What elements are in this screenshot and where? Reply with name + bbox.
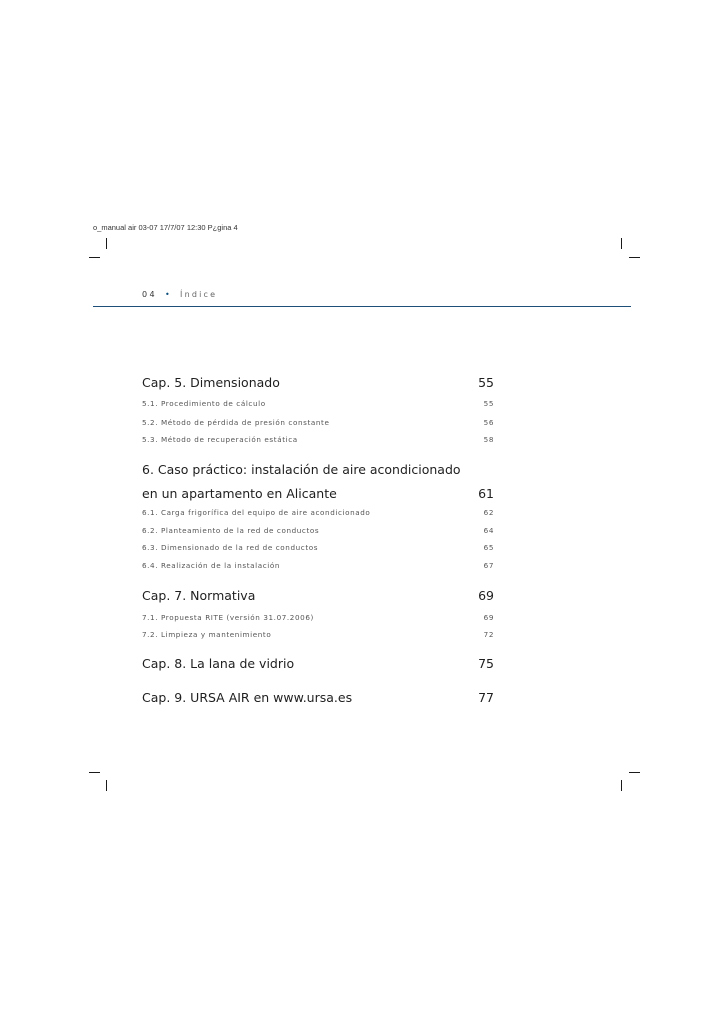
toc-entry-page: 62 <box>483 508 494 517</box>
page-number: 04 <box>142 290 157 299</box>
crop-mark-bottom-left-vertical <box>106 780 107 791</box>
toc-entry-title: 6.2. Planteamiento de la red de conductos <box>142 526 320 535</box>
toc-entry-title: en un apartamento en Alicante <box>142 486 337 501</box>
crop-mark-top-right-horizontal <box>629 257 640 258</box>
toc-entry-page: 77 <box>478 690 494 705</box>
toc-item-6-4 <box>142 561 494 570</box>
toc-entry-title: 7.2. Limpieza y mantenimiento <box>142 630 272 639</box>
table-of-contents <box>142 0 494 1029</box>
print-slug: o_manual air 03-07 17/7/07 12:30 P¿gina 4 <box>93 223 238 232</box>
toc-chapter-6 <box>142 462 494 477</box>
toc-entry-title: 5.2. Método de pérdida de presión constante <box>142 418 330 427</box>
section-label: Índice <box>180 290 218 299</box>
toc-entry-page: 65 <box>483 543 494 552</box>
toc-entry-page: 64 <box>483 526 494 535</box>
toc-item-6-1 <box>142 508 494 517</box>
crop-mark-top-left-vertical <box>106 238 107 249</box>
header-separator: • <box>164 290 173 299</box>
toc-entry-title: 5.1. Procedimiento de cálculo <box>142 399 266 408</box>
toc-chapter-6-continued <box>142 486 494 501</box>
toc-item-6-2 <box>142 526 494 535</box>
toc-entry-page: 55 <box>478 375 494 390</box>
toc-chapter-8 <box>142 656 494 671</box>
toc-entry-page: 72 <box>483 630 494 639</box>
toc-entry-title: 6.1. Carga frigorífica del equipo de aire acondicionado <box>142 508 371 517</box>
toc-entry-title: 6.4. Realización de la instalación <box>142 561 281 570</box>
toc-chapter-9 <box>142 690 494 705</box>
toc-entry-title: 5.3. Método de recuperación estática <box>142 435 298 444</box>
toc-item-5-2 <box>142 418 494 427</box>
crop-mark-bottom-right-vertical <box>621 780 622 791</box>
toc-chapter-7 <box>142 588 494 603</box>
toc-entry-title: 7.1. Propuesta RITE (versión 31.07.2006) <box>142 613 314 622</box>
toc-item-7-2 <box>142 630 494 639</box>
toc-entry-page: 56 <box>483 418 494 427</box>
toc-entry-page: 61 <box>478 486 494 501</box>
crop-mark-bottom-right-horizontal <box>629 772 640 773</box>
toc-item-5-1 <box>142 399 494 408</box>
crop-mark-top-right-vertical <box>621 238 622 249</box>
toc-entry-title: 6. Caso práctico: instalación de aire acondicionado <box>142 462 461 477</box>
toc-item-7-1 <box>142 613 494 622</box>
toc-entry-page: 75 <box>478 656 494 671</box>
toc-entry-page: 69 <box>478 588 494 603</box>
toc-entry-page: 55 <box>483 399 494 408</box>
toc-entry-title: Cap. 5. Dimensionado <box>142 375 280 390</box>
toc-entry-page: 69 <box>483 613 494 622</box>
toc-entry-title: Cap. 9. URSA AIR en www.ursa.es <box>142 690 353 705</box>
crop-mark-top-left-horizontal <box>89 257 100 258</box>
toc-item-5-3 <box>142 435 494 444</box>
toc-entry-page: 67 <box>483 561 494 570</box>
toc-entry-title: 6.3. Dimensionado de la red de conductos <box>142 543 319 552</box>
toc-entry-title: Cap. 8. La lana de vidrio <box>142 656 295 671</box>
toc-item-6-3 <box>142 543 494 552</box>
toc-entry-page: 58 <box>483 435 494 444</box>
crop-mark-bottom-left-horizontal <box>89 772 100 773</box>
toc-chapter-5 <box>142 375 494 390</box>
toc-entry-title: Cap. 7. Normativa <box>142 588 256 603</box>
